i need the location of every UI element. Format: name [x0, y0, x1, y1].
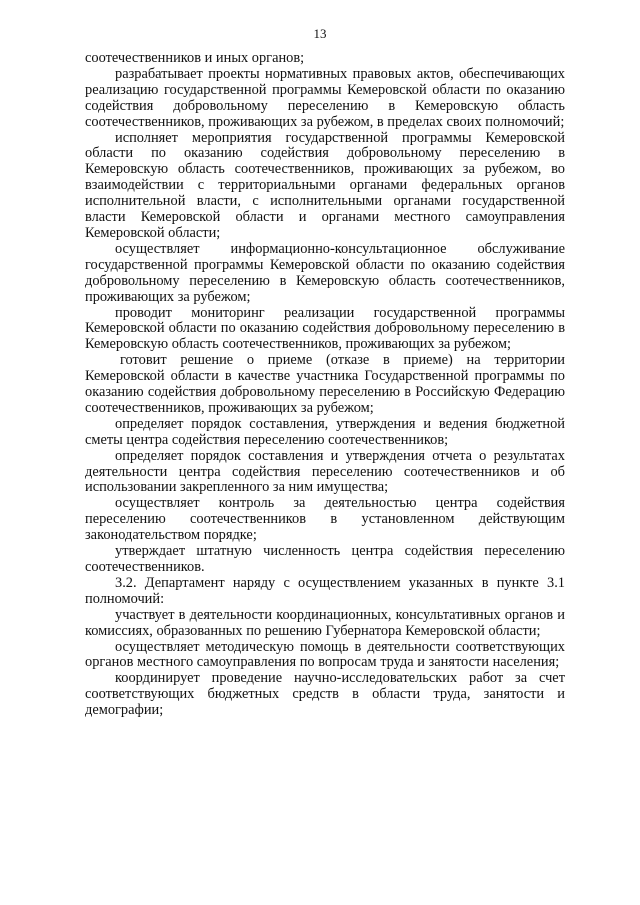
paragraph: 3.2. Департамент наряду с осуществлением указанных в пункте 3.1 полномочий: [85, 574, 565, 607]
paragraph: определяет порядок составления и утверждения отчета о результатах деятельности центра содействия переселению соотечественников и об использовании закрепленного за ним имущества; [85, 447, 565, 496]
paragraph: готовит решение о приеме (отказе в приеме) на территории Кемеровской области в качестве участника Государственной программы по оказанию содействия добровольному переселению в Российскую Федерацию соотечественников, проживающих за рубежом; [85, 352, 565, 416]
paragraph: исполняет мероприятия государственной программы Кемеровской области по оказанию содействия добровольному переселению в Кемеровскую область соотечественников, проживающих за рубежом, во взаимодействии с территориальными органами федеральных органов исполнительной власти, с исполнительными органами государственной власти Кемеровской области и органами местного самоуправления Кемеровской области; [85, 129, 565, 241]
paragraph: проводит мониторинг реализации государственной программы Кемеровской области по оказанию содействия добровольному переселению в Кемеровскую область соотечественников, проживающих за рубежом; [85, 304, 565, 353]
page-number: 13 [313, 26, 327, 41]
paragraph: осуществляет методическую помощь в деятельности соответствующих органов местного самоуправления по вопросам труда и занятости населения; [85, 638, 565, 671]
paragraph: координирует проведение научно-исследовательских работ за счет соответствующих бюджетных средств в области труда, занятости и демографии; [85, 670, 565, 719]
paragraph: утверждает штатную численность центра содействия переселению соотечественников. [85, 543, 565, 575]
paragraph: осуществляет контроль за деятельностью центра содействия переселению соотечественников в установленном действующим законодательством порядке; [85, 495, 565, 544]
document-body [85, 51, 565, 719]
paragraph: определяет порядок составления, утверждения и ведения бюджетной сметы центра содействия переселению соотечественников; [85, 415, 565, 448]
paragraph: разрабатывает проекты нормативных правовых актов, обеспечивающих реализацию государственной программы Кемеровской области по оказанию содействия добровольному переселению в Кемеровскую область соотечественников, проживающих за рубежом, в пределах своих полномочий; [85, 65, 565, 130]
paragraph: соотечественников и иных органов; [85, 50, 305, 66]
paragraph: осуществляет информационно-консультационное обслуживание государственной программы Кемеровской области по оказанию содействия добровольному переселению в Кемеровскую область соотечественников, проживающих за рубежом; [85, 240, 565, 305]
paragraph: участвует в деятельности координационных, консультативных органов и комиссиях, образованных по решению Губернатора Кемеровской области; [85, 606, 565, 639]
